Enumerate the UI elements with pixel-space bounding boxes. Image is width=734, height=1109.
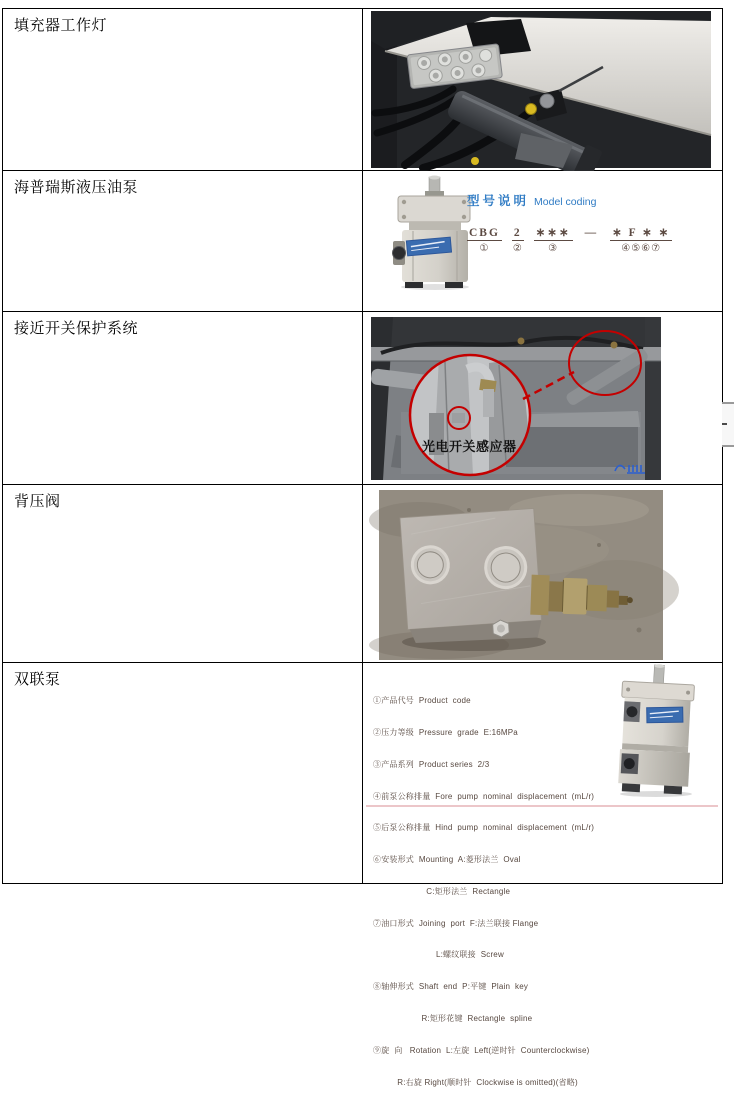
filler-work-light-photo bbox=[371, 11, 711, 168]
page-edge-handle[interactable] bbox=[722, 402, 734, 447]
valve-block bbox=[400, 508, 543, 646]
part-name-text: 海普瑞斯液压油泵 bbox=[14, 179, 139, 196]
sensor-annotation-label: 光电开关感应器 bbox=[422, 439, 517, 454]
row-label-back-pressure-valve bbox=[3, 485, 362, 662]
model-coding-block bbox=[467, 191, 682, 254]
row-label-proximity-switch bbox=[3, 312, 362, 484]
parts-table bbox=[2, 8, 723, 1087]
model-coding-title-en: Model coding bbox=[534, 196, 597, 208]
code-segment: ∗ F ∗ ∗ ④⑤⑥⑦ bbox=[612, 227, 671, 254]
proximity-switch-photo bbox=[371, 317, 661, 480]
code-segment: CBG ① bbox=[469, 227, 500, 254]
yellow-fitting bbox=[471, 157, 479, 165]
back-pressure-valve-photo bbox=[379, 490, 663, 660]
code-segment: ∗∗∗ ③ bbox=[535, 227, 571, 254]
model-coding-title-zh: 型号说明 bbox=[467, 194, 530, 208]
double-pump-image bbox=[610, 665, 702, 797]
pump-brand-label bbox=[647, 707, 683, 723]
model-code bbox=[467, 226, 682, 254]
part-name-text: 接近开关保护系统 bbox=[14, 320, 139, 337]
pump-brand-label bbox=[406, 237, 451, 256]
row-image-cell-double-pump bbox=[363, 663, 722, 1087]
row-image-cell-filler-work-light bbox=[363, 9, 722, 170]
part-name-text: 双联泵 bbox=[14, 671, 61, 688]
row-label-double-pump bbox=[3, 663, 362, 883]
handle-dash-icon bbox=[722, 423, 727, 425]
part-name-text: 背压阀 bbox=[14, 493, 61, 510]
part-name-text: 填充器工作灯 bbox=[14, 17, 108, 34]
code-segment: 2 ② bbox=[512, 227, 523, 254]
row-image-cell-proximity-switch bbox=[363, 312, 722, 484]
photo-switch-sensor bbox=[452, 413, 465, 423]
code-segment: — bbox=[584, 227, 599, 239]
row-label-hydraulic-pump bbox=[3, 171, 362, 311]
row-image-cell-hydraulic-pump bbox=[363, 171, 722, 311]
pump-spec-sheet: ①产品代号 Product code ②压力等级 Pressure grade E:16MPa ③产品系列 Product series 2/3 ④前泵公称排量 Fore pump nominal displacement (mL/r) ⑤后泵公称排量 Hind pump nominal displacement (mL/r) ⑥安装形式 Mounting A:菱形法兰 Oval C:矩形法兰 Rectangle ⑦油口形式 Joining port F:法兰联接 Flange L:螺纹联接 Screw ⑧轴伸形式 Shaft end P:平键 Plain key R:矩形花键 Rectangle spline ⑨旋 向 Rotation L:左旋 Left(逆时针 Counterclockwise) R:右旋 Right(顺时针 Clockwise is omitted)(省略) bbox=[373, 696, 595, 1087]
row-image-cell-back-pressure-valve bbox=[363, 485, 722, 662]
image-bottom-edge bbox=[366, 805, 718, 807]
row-label-filler-work-light bbox=[3, 9, 362, 170]
model-coding-title bbox=[467, 191, 682, 210]
